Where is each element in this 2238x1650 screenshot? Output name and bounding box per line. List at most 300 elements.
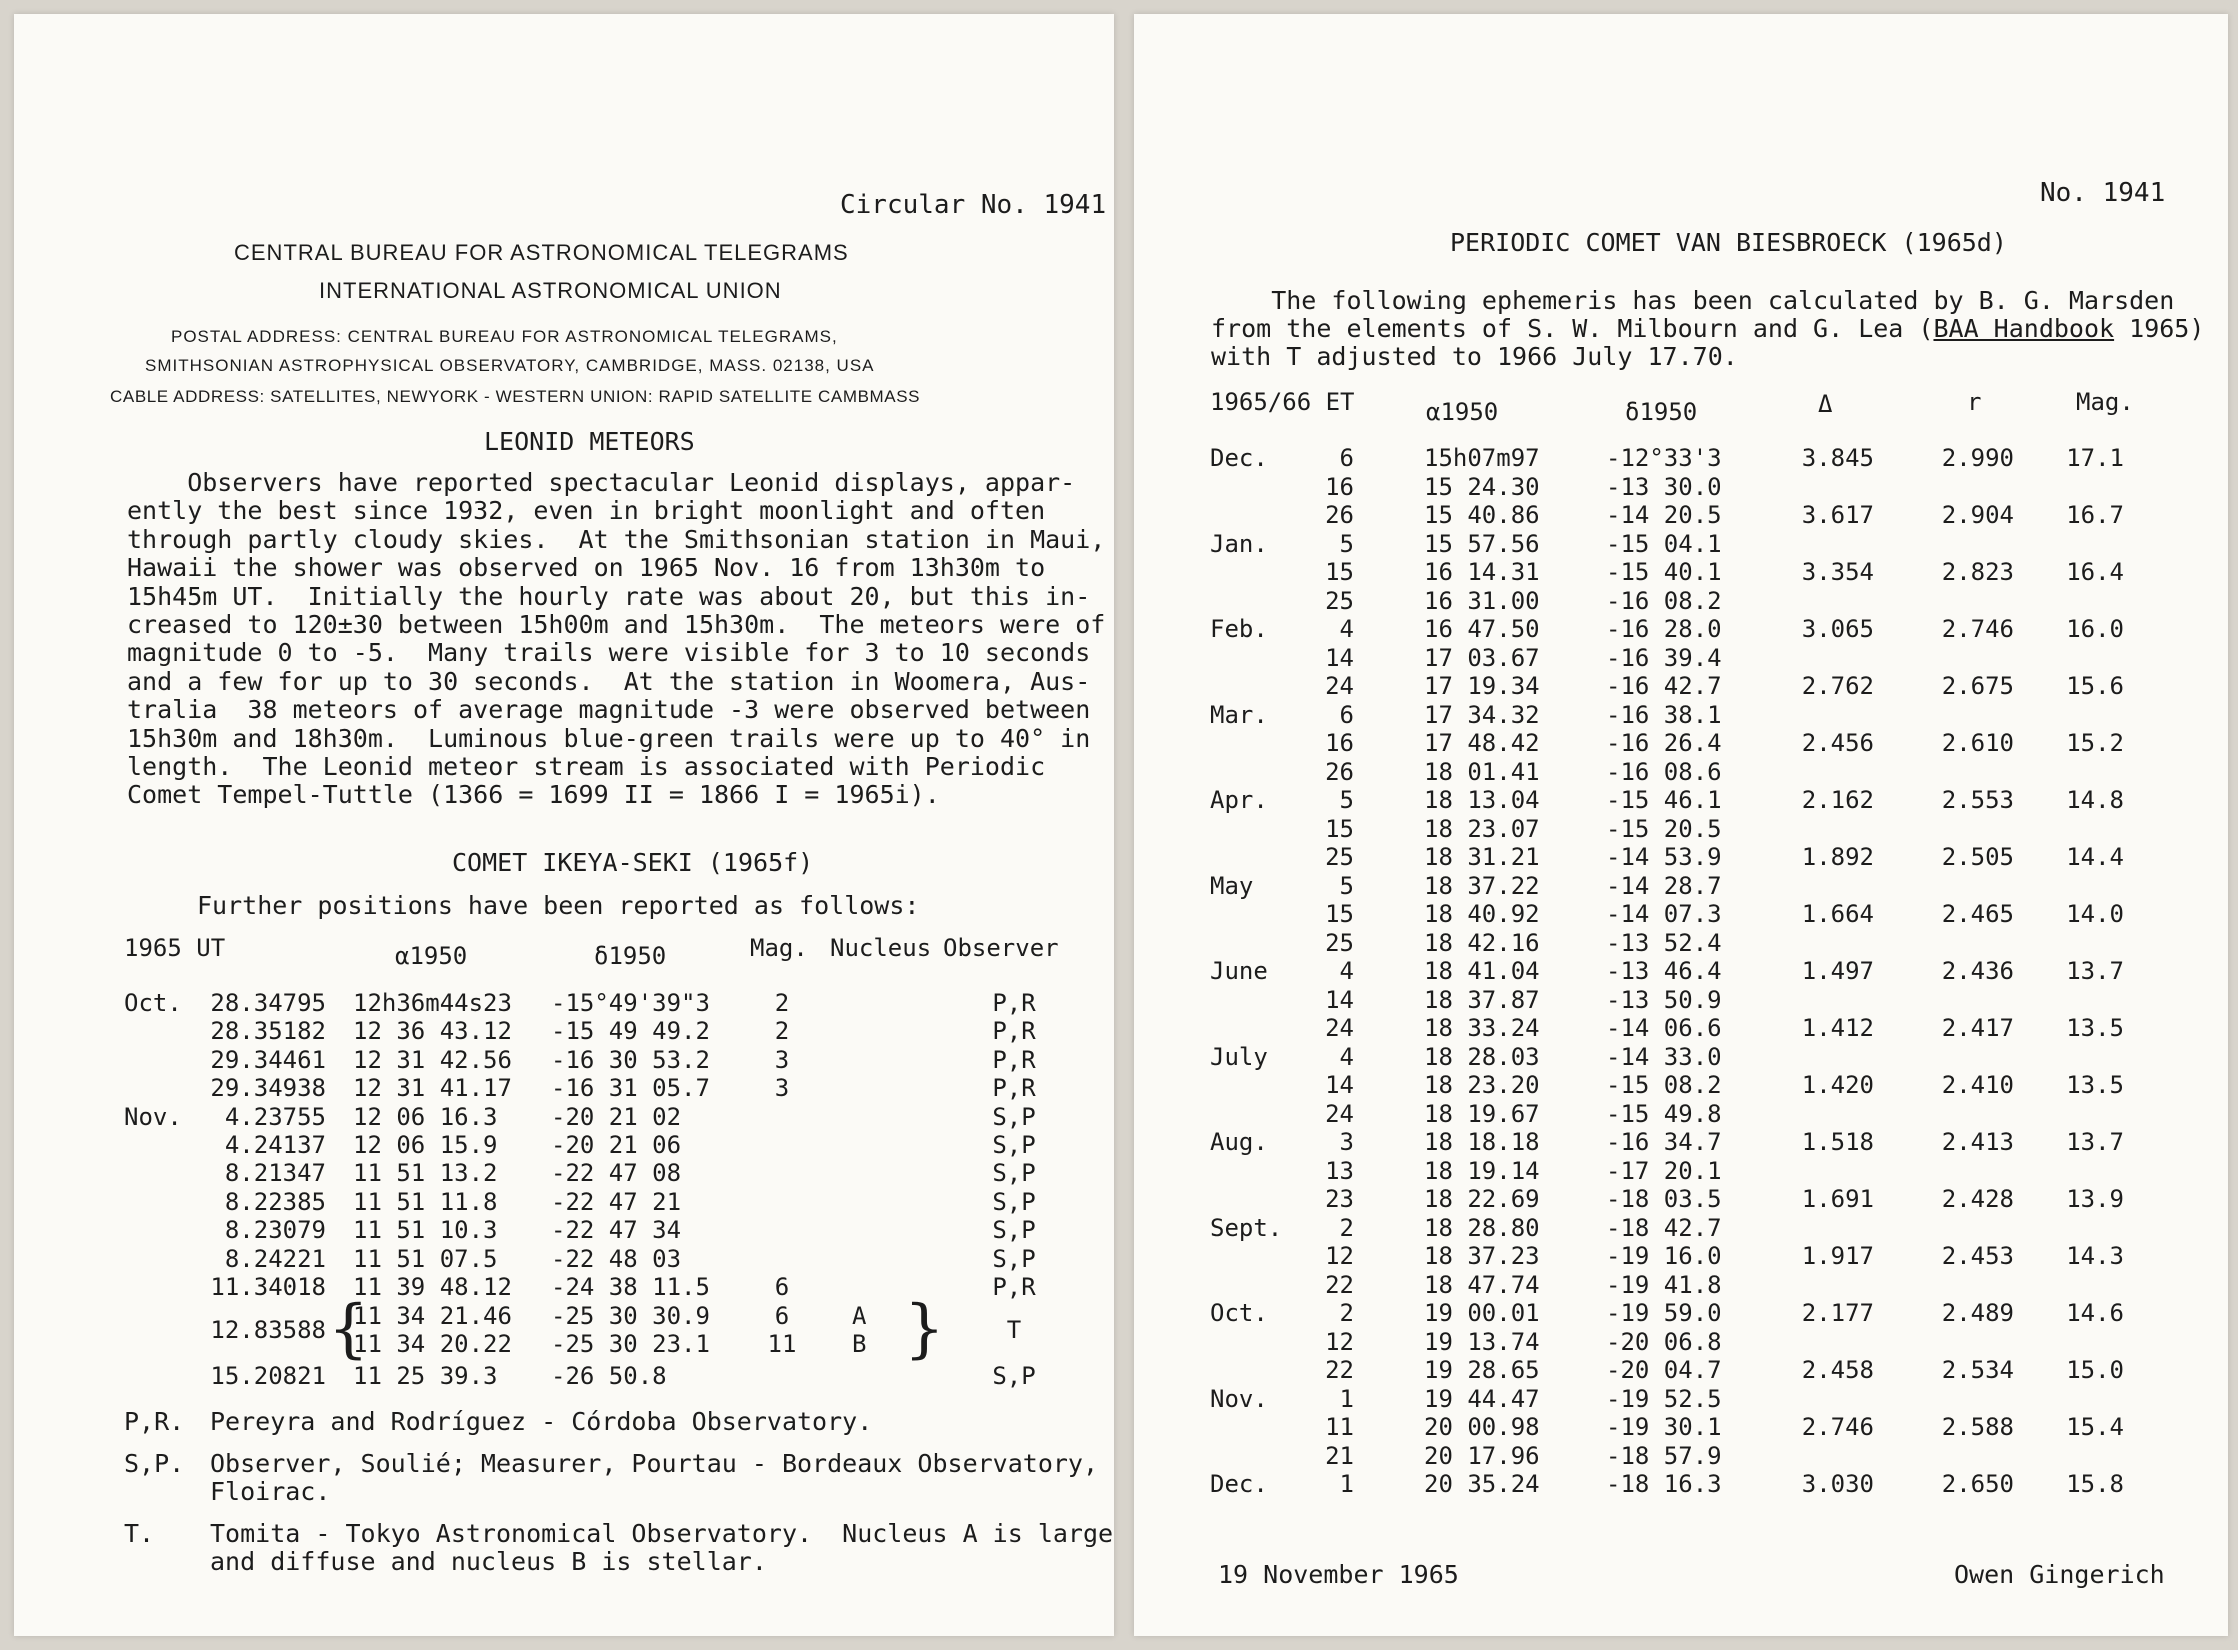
- ikeya-row-ra: 12 06 15.9: [353, 1131, 498, 1159]
- ikeya-row-observer: S,P: [992, 1131, 1036, 1159]
- eph-row-r: 2.436: [1941, 957, 2014, 985]
- eph-row-ra: 18 40.92: [1424, 900, 1540, 928]
- eph-row-ra: 15 24.30: [1424, 472, 1540, 501]
- col-header-delta: δ1950: [594, 942, 667, 970]
- eph-header-Delta: Δ: [1818, 390, 1833, 418]
- eph-row-month: Oct.: [1210, 1299, 1268, 1327]
- ikeya-row-ra: 12 31 41.17: [353, 1074, 512, 1103]
- eph-row-dec: -16 08.2: [1606, 586, 1722, 615]
- cable-address: CABLE ADDRESS: SATELLITES, NEWYORK - WESTERN UNION: RAPID SATELLITE CAMBMASS: [110, 387, 921, 406]
- last-row-date: 15.20821: [210, 1362, 326, 1390]
- eph-row-dec: -19 30.1: [1606, 1413, 1722, 1441]
- eph-row-mag: 15.0: [2066, 1356, 2124, 1384]
- eph-row-dec: -16 08.6: [1606, 757, 1722, 786]
- eph-row-Delta: 1.518: [1801, 1128, 1874, 1156]
- eph-row-day: 25: [1325, 843, 1354, 871]
- last-row-dec: -26 50.8: [551, 1362, 667, 1390]
- eph-row-ra: 18 18.18: [1424, 1128, 1540, 1156]
- ikeya-row-observer: S,P: [992, 1187, 1036, 1216]
- eph-row-dec: -15 04.1: [1606, 529, 1722, 558]
- eph-row-ra: 18 19.67: [1424, 1099, 1540, 1128]
- ikeya-row-observer: P,R: [992, 1074, 1036, 1103]
- eph-row-mag: 13.5: [2066, 1071, 2124, 1099]
- ikeya-row-observer: P,R: [992, 989, 1036, 1017]
- note-key: P,R.: [124, 1407, 185, 1436]
- eph-row-Delta: 1.420: [1801, 1071, 1874, 1099]
- right-page-ephemeris: [1134, 14, 2228, 1636]
- eph-row-dec: -18 16.3: [1606, 1470, 1722, 1498]
- eph-row-mag: 17.1: [2066, 444, 2124, 472]
- eph-row-day: 14: [1325, 985, 1354, 1014]
- eph-row-r: 2.610: [1941, 729, 2014, 757]
- ikeya-row-observer: S,P: [992, 1102, 1036, 1131]
- eph-header-date: 1965/66 ET: [1210, 388, 1355, 416]
- ikeya-row-mag: 2: [774, 989, 790, 1017]
- eph-row-Delta: 2.456: [1801, 729, 1874, 757]
- eph-row-month: Dec.: [1210, 1470, 1268, 1498]
- eph-row-r: 2.465: [1941, 900, 2014, 928]
- eph-row-dec: -15 46.1: [1606, 786, 1722, 814]
- split-row-dec-b: -25 30 23.1: [551, 1330, 710, 1358]
- split-row-nuc-a: A: [852, 1302, 867, 1330]
- eph-row-dec: -16 42.7: [1606, 672, 1722, 700]
- circular-number-right: No. 1941: [2040, 178, 2166, 208]
- postal-address-line1: POSTAL ADDRESS: CENTRAL BUREAU FOR ASTRONOMICAL TELEGRAMS,: [171, 327, 838, 346]
- eph-row-day: 16: [1325, 472, 1354, 501]
- eph-row-ra: 19 28.65: [1424, 1356, 1540, 1384]
- eph-row-r: 2.534: [1941, 1356, 2014, 1384]
- ikeya-row-dec: -20 21 02: [551, 1102, 682, 1131]
- eph-row-dec: -14 20.5: [1606, 501, 1722, 529]
- eph-row-ra: 16 31.00: [1424, 586, 1540, 615]
- ikeya-row-dec: -15°49'39"3: [551, 989, 710, 1017]
- eph-row-Delta: 2.162: [1801, 786, 1874, 814]
- baa-handbook-reference: BAA Handbook: [1933, 314, 2115, 343]
- ikeya-row-ra: 11 51 10.3: [353, 1216, 498, 1245]
- eph-row-day: 15: [1325, 558, 1354, 586]
- ikeya-row-dec: -16 30 53.2: [551, 1045, 710, 1074]
- eph-row-day: 13: [1325, 1156, 1354, 1185]
- eph-row-mag: 15.8: [2066, 1470, 2124, 1498]
- right-brace: }: [904, 1292, 945, 1366]
- eph-row-r: 2.588: [1941, 1413, 2014, 1441]
- eph-row-dec: -19 41.8: [1606, 1270, 1722, 1299]
- eph-row-r: 2.990: [1941, 444, 2014, 472]
- note-text: Pereyra and Rodríguez - Córdoba Observatory.: [210, 1407, 873, 1436]
- eph-row-month: Jan.: [1210, 529, 1268, 558]
- eph-row-day: 26: [1325, 757, 1354, 786]
- ikeya-row-dec: -24 38 11.5: [551, 1273, 710, 1301]
- leonid-line: magnitude 0 to -5. Many trails were visible for 3 to 10 seconds: [127, 638, 1091, 668]
- eph-row-r: 2.553: [1941, 786, 2014, 814]
- author-signature: Owen Gingerich: [1954, 1560, 2165, 1589]
- eph-row-dec: -16 38.1: [1606, 700, 1722, 729]
- eph-row-day: 3: [1339, 1128, 1354, 1156]
- intro-line-2: [1211, 315, 2204, 343]
- split-row-ra-a: 11 34 21.46: [353, 1302, 512, 1330]
- eph-row-day: 4: [1339, 957, 1354, 985]
- eph-row-ra: 16 47.50: [1424, 615, 1540, 643]
- ikeya-intro: Further positions have been reported as follows:: [197, 891, 920, 920]
- ikeya-row-mag: 3: [774, 1045, 790, 1074]
- eph-row-day: 14: [1325, 1071, 1354, 1099]
- eph-header-alpha: α1950: [1426, 398, 1499, 426]
- leonid-line: 15h45m UT. Initially the hourly rate was about 20, but this in-: [127, 581, 1091, 611]
- eph-row-dec: -13 50.9: [1606, 985, 1722, 1014]
- eph-row-Delta: 2.458: [1801, 1356, 1874, 1384]
- ikeya-row-observer: P,R: [992, 1273, 1036, 1301]
- eph-row-ra: 18 23.07: [1424, 814, 1540, 843]
- eph-row-month: June: [1210, 957, 1268, 985]
- eph-row-dec: -13 52.4: [1606, 928, 1722, 957]
- ikeya-row-date: 29.34461: [210, 1045, 326, 1074]
- eph-row-day: 12: [1325, 1327, 1354, 1356]
- eph-row-mag: 13.9: [2066, 1185, 2124, 1213]
- eph-row-dec: -18 42.7: [1606, 1213, 1722, 1242]
- eph-row-day: 23: [1325, 1185, 1354, 1213]
- leonid-title: LEONID METEORS: [484, 427, 695, 456]
- eph-row-r: 2.489: [1941, 1299, 2014, 1327]
- ikeya-row-observer: P,R: [992, 1045, 1036, 1074]
- ikeya-row-ra: 11 39 48.12: [353, 1273, 512, 1301]
- eph-row-day: 15: [1325, 814, 1354, 843]
- eph-row-Delta: 3.030: [1801, 1470, 1874, 1498]
- eph-row-r: 2.650: [1941, 1470, 2014, 1498]
- eph-row-ra: 15 40.86: [1424, 501, 1540, 529]
- ikeya-row-ra: 12 31 42.56: [353, 1045, 512, 1074]
- eph-row-day: 5: [1339, 786, 1354, 814]
- note-text: Floirac.: [210, 1477, 331, 1507]
- eph-row-Delta: 2.746: [1801, 1413, 1874, 1441]
- ikeya-row-date: 8.21347: [224, 1159, 326, 1188]
- eph-row-ra: 20 17.96: [1424, 1441, 1540, 1470]
- eph-row-day: 24: [1325, 1014, 1354, 1042]
- eph-row-day: 11: [1325, 1413, 1354, 1441]
- split-row-mag-b: 11: [767, 1330, 797, 1358]
- eph-row-month: Aug.: [1210, 1128, 1268, 1156]
- eph-row-r: 2.413: [1941, 1128, 2014, 1156]
- note-text: Tomita - Tokyo Astronomical Observatory. Nucleus A is large: [210, 1519, 1114, 1548]
- note-text: Observer, Soulié; Measurer, Pourtau - Bordeaux Observatory,: [210, 1449, 1099, 1478]
- eph-row-ra: 18 13.04: [1424, 786, 1540, 814]
- ikeya-row-mag: 2: [774, 1017, 790, 1046]
- eph-row-month: May: [1210, 871, 1254, 900]
- eph-row-r: 2.505: [1941, 843, 2014, 871]
- col-header-nucleus: Nucleus: [830, 934, 932, 962]
- eph-row-ra: 18 33.24: [1424, 1014, 1540, 1042]
- ikeya-row-date: 8.23079: [224, 1216, 326, 1245]
- eph-row-dec: -16 34.7: [1606, 1128, 1722, 1156]
- eph-row-dec: -12°33'3: [1606, 444, 1722, 472]
- eph-row-dec: -14 33.0: [1606, 1042, 1722, 1071]
- ikeya-row-observer: P,R: [992, 1017, 1036, 1046]
- eph-row-month: Nov.: [1210, 1384, 1268, 1413]
- ikeya-row-observer: S,P: [992, 1159, 1036, 1188]
- leonid-line: through partly cloudy skies. At the Smithsonian station in Maui,: [127, 524, 1106, 554]
- eph-header-delta: δ1950: [1625, 398, 1698, 426]
- note-key: T.: [124, 1519, 155, 1548]
- eph-row-day: 6: [1339, 444, 1354, 472]
- eph-row-dec: -15 08.2: [1606, 1071, 1722, 1099]
- split-row-ra-b: 11 34 20.22: [353, 1330, 512, 1358]
- ikeya-row-date: 8.22385: [224, 1187, 326, 1216]
- postal-address-line2: SMITHSONIAN ASTROPHYSICAL OBSERVATORY, CAMBRIDGE, MASS. 02138, USA: [145, 356, 875, 375]
- eph-row-Delta: 1.412: [1801, 1014, 1874, 1042]
- eph-row-month: Feb.: [1210, 615, 1268, 643]
- eph-row-dec: -20 06.8: [1606, 1327, 1722, 1356]
- eph-row-r: 2.428: [1941, 1185, 2014, 1213]
- eph-row-dec: -16 26.4: [1606, 729, 1722, 757]
- col-header-mag: Mag.: [750, 934, 808, 962]
- ikeya-title: COMET IKEYA-SEKI (1965f): [452, 848, 814, 877]
- ikeya-row-mag: 6: [774, 1273, 790, 1301]
- eph-row-Delta: 1.691: [1801, 1185, 1874, 1213]
- eph-row-ra: 18 47.74: [1424, 1270, 1540, 1299]
- leonid-line: length. The Leonid meteor stream is associated with Periodic: [127, 752, 1046, 781]
- eph-row-ra: 18 28.03: [1424, 1042, 1540, 1071]
- eph-row-ra: 18 37.87: [1424, 985, 1540, 1014]
- ikeya-row-dec: -22 47 21: [551, 1187, 682, 1216]
- ikeya-row-date: 29.34938: [210, 1074, 326, 1103]
- leonid-line: creased to 120±30 between 15h00m and 15h30m. The meteors were of: [127, 610, 1106, 639]
- eph-row-ra: 18 19.14: [1424, 1156, 1540, 1185]
- eph-row-mag: 13.7: [2066, 957, 2124, 985]
- eph-row-ra: 16 14.31: [1424, 558, 1540, 586]
- eph-row-mag: 15.2: [2066, 729, 2124, 757]
- eph-row-dec: -13 30.0: [1606, 472, 1722, 501]
- leonid-line: Hawaii the shower was observed on 1965 Nov. 16 from 13h30m to: [127, 553, 1046, 583]
- eph-row-dec: -15 20.5: [1606, 814, 1722, 843]
- eph-row-ra: 18 31.21: [1424, 843, 1540, 871]
- circular-number: Circular No. 1941: [840, 190, 1107, 220]
- leonid-line: Comet Tempel-Tuttle (1366 = 1699 II = 1866 I = 1965i).: [127, 780, 940, 810]
- eph-row-dec: -17 20.1: [1606, 1156, 1722, 1185]
- eph-row-Delta: 3.354: [1801, 558, 1874, 586]
- eph-row-ra: 18 41.04: [1424, 957, 1540, 985]
- eph-row-r: 2.410: [1941, 1071, 2014, 1099]
- eph-row-day: 2: [1339, 1299, 1354, 1327]
- intro-text-post: 1965): [2114, 314, 2205, 343]
- eph-row-mag: 15.4: [2066, 1413, 2124, 1441]
- eph-row-mag: 14.3: [2066, 1242, 2124, 1270]
- eph-row-ra: 18 28.80: [1424, 1213, 1540, 1242]
- eph-row-day: 12: [1325, 1242, 1354, 1270]
- circular-date: 19 November 1965: [1218, 1560, 1459, 1589]
- ikeya-row-ra: 11 51 13.2: [353, 1159, 498, 1188]
- left-brace: {: [328, 1292, 369, 1366]
- ikeya-row-date: 8.24221: [224, 1244, 326, 1273]
- eph-row-month: Dec.: [1210, 444, 1268, 472]
- leonid-line: 15h30m and 18h30m. Luminous blue-green trails were up to 40° in: [127, 723, 1091, 753]
- eph-row-day: 4: [1339, 1042, 1354, 1071]
- eph-row-ra: 17 19.34: [1424, 672, 1540, 700]
- eph-row-ra: 19 13.74: [1424, 1327, 1540, 1356]
- ikeya-row-month: Nov.: [124, 1102, 182, 1131]
- eph-row-mag: 14.6: [2066, 1299, 2124, 1327]
- eph-row-day: 26: [1325, 501, 1354, 529]
- ikeya-row-ra: 12 36 43.12: [353, 1017, 512, 1046]
- split-row-date: 12.83588: [210, 1316, 326, 1344]
- eph-row-dec: -18 03.5: [1606, 1185, 1722, 1213]
- eph-row-r: 2.417: [1941, 1014, 2014, 1042]
- ikeya-row-dec: -22 47 34: [551, 1216, 682, 1245]
- note-key: S,P.: [124, 1449, 185, 1478]
- ikeya-row-date: 4.24137: [224, 1131, 326, 1159]
- eph-row-day: 5: [1339, 529, 1354, 558]
- eph-row-Delta: 2.762: [1801, 672, 1874, 700]
- eph-row-mag: 14.4: [2066, 843, 2124, 871]
- split-row-nuc-b: B: [852, 1330, 867, 1358]
- ikeya-row-date: 28.34795: [210, 989, 326, 1017]
- eph-row-month: Sept.: [1210, 1213, 1283, 1242]
- eph-row-month: Mar.: [1210, 700, 1268, 729]
- ephemeris-title: PERIODIC COMET VAN BIESBROECK (1965d): [1450, 228, 2007, 257]
- eph-row-day: 4: [1339, 615, 1354, 643]
- eph-row-dec: -14 07.3: [1606, 900, 1722, 928]
- eph-row-ra: 18 37.22: [1424, 871, 1540, 900]
- leonid-line: tralia 38 meteors of average magnitude -3 were observed between: [127, 695, 1091, 725]
- col-header-alpha: α1950: [395, 942, 468, 970]
- ikeya-row-month: Oct.: [124, 989, 182, 1017]
- eph-row-Delta: 1.497: [1801, 957, 1874, 985]
- eph-row-mag: 14.8: [2066, 786, 2124, 814]
- eph-row-month: Apr.: [1210, 786, 1268, 814]
- eph-row-ra: 15 57.56: [1424, 529, 1540, 558]
- eph-row-day: 22: [1325, 1270, 1354, 1299]
- eph-row-dec: -16 39.4: [1606, 643, 1722, 672]
- eph-row-day: 14: [1325, 643, 1354, 672]
- eph-row-ra: 18 01.41: [1424, 757, 1540, 786]
- eph-row-dec: -18 57.9: [1606, 1441, 1722, 1470]
- eph-row-ra: 17 48.42: [1424, 729, 1540, 757]
- ikeya-row-mag: 3: [774, 1074, 790, 1103]
- note-text: and diffuse and nucleus B is stellar.: [210, 1547, 767, 1577]
- eph-row-mag: 16.7: [2066, 501, 2124, 529]
- eph-row-month: July: [1210, 1042, 1268, 1071]
- eph-row-dec: -15 49.8: [1606, 1099, 1722, 1128]
- eph-row-Delta: 1.892: [1801, 843, 1874, 871]
- ikeya-row-ra: 11 51 07.5: [353, 1244, 498, 1273]
- split-row-mag-a: 6: [774, 1302, 790, 1330]
- ikeya-row-dec: -22 47 08: [551, 1159, 682, 1188]
- eph-row-ra: 17 03.67: [1424, 643, 1540, 672]
- eph-row-dec: -19 16.0: [1606, 1242, 1722, 1270]
- leonid-line: and a few for up to 30 seconds. At the station in Woomera, Aus-: [127, 666, 1091, 696]
- eph-row-day: 22: [1325, 1356, 1354, 1384]
- eph-row-dec: -16 28.0: [1606, 615, 1722, 643]
- eph-row-r: 2.675: [1941, 672, 2014, 700]
- eph-row-day: 1: [1339, 1470, 1354, 1498]
- eph-row-ra: 18 42.16: [1424, 928, 1540, 957]
- intro-line-3: with T adjusted to 1966 July 17.70.: [1211, 342, 1738, 371]
- ikeya-row-ra: 12h36m44s23: [353, 989, 512, 1017]
- ikeya-row-ra: 12 06 16.3: [353, 1102, 498, 1131]
- split-row-dec-a: -25 30 30.9: [551, 1302, 710, 1330]
- eph-row-ra: 18 22.69: [1424, 1185, 1540, 1213]
- eph-row-dec: -14 53.9: [1606, 843, 1722, 871]
- eph-row-mag: 16.4: [2066, 558, 2124, 586]
- ikeya-row-dec: -16 31 05.7: [551, 1074, 710, 1103]
- col-header-date: 1965 UT: [124, 934, 226, 962]
- eph-row-dec: -14 06.6: [1606, 1014, 1722, 1042]
- eph-row-mag: 13.5: [2066, 1014, 2124, 1042]
- eph-row-day: 5: [1339, 871, 1354, 900]
- eph-row-dec: -19 59.0: [1606, 1299, 1722, 1327]
- eph-row-ra: 20 35.24: [1424, 1470, 1540, 1498]
- eph-row-Delta: 2.177: [1801, 1299, 1874, 1327]
- eph-row-dec: -15 40.1: [1606, 558, 1722, 586]
- eph-row-r: 2.453: [1941, 1242, 2014, 1270]
- eph-row-mag: 14.0: [2066, 900, 2124, 928]
- intro-line-1: The following ephemeris has been calculated by B. G. Marsden: [1211, 286, 2175, 315]
- ikeya-row-date: 11.34018: [210, 1273, 326, 1301]
- union-header: INTERNATIONAL ASTRONOMICAL UNION: [319, 278, 782, 303]
- eph-row-dec: -14 28.7: [1606, 871, 1722, 900]
- ikeya-row-observer: S,P: [992, 1216, 1036, 1245]
- eph-row-r: 2.823: [1941, 558, 2014, 586]
- ikeya-row-date: 28.35182: [210, 1017, 326, 1046]
- eph-row-dec: -20 04.7: [1606, 1356, 1722, 1384]
- eph-row-mag: 16.0: [2066, 615, 2124, 643]
- ikeya-row-ra: 11 51 11.8: [353, 1187, 498, 1216]
- eph-row-mag: 13.7: [2066, 1128, 2124, 1156]
- eph-row-day: 1: [1339, 1384, 1354, 1413]
- eph-row-Delta: 3.845: [1801, 444, 1874, 472]
- eph-row-day: 24: [1325, 672, 1354, 700]
- eph-row-Delta: 3.065: [1801, 615, 1874, 643]
- eph-row-mag: 15.6: [2066, 672, 2124, 700]
- intro-text-pre: from the elements of S. W. Milbourn and G. Lea (: [1211, 314, 1934, 343]
- ikeya-row-date: 4.23755: [224, 1102, 326, 1131]
- eph-row-day: 25: [1325, 586, 1354, 615]
- eph-row-day: 16: [1325, 729, 1354, 757]
- left-page-circular: [14, 14, 1114, 1636]
- eph-row-ra: 19 44.47: [1424, 1384, 1540, 1413]
- split-row-observer: T: [1006, 1316, 1022, 1344]
- last-row-observer: S,P: [992, 1362, 1036, 1390]
- eph-header-mag: Mag.: [2076, 388, 2134, 416]
- eph-row-day: 24: [1325, 1099, 1354, 1128]
- leonid-line: ently the best since 1932, even in bright moonlight and often: [127, 496, 1046, 526]
- eph-header-r: r: [1967, 388, 1982, 416]
- ikeya-row-dec: -15 49 49.2: [551, 1017, 710, 1046]
- eph-row-r: 2.746: [1941, 615, 2014, 643]
- eph-row-dec: -13 46.4: [1606, 957, 1722, 985]
- eph-row-r: 2.904: [1941, 501, 2014, 529]
- eph-row-ra: 19 00.01: [1424, 1299, 1540, 1327]
- eph-row-day: 25: [1325, 928, 1354, 957]
- eph-row-Delta: 1.917: [1801, 1242, 1874, 1270]
- eph-row-day: 2: [1339, 1213, 1354, 1242]
- ikeya-row-observer: S,P: [992, 1244, 1036, 1273]
- ikeya-row-dec: -22 48 03: [551, 1244, 682, 1273]
- eph-row-dec: -19 52.5: [1606, 1384, 1722, 1413]
- eph-row-day: 15: [1325, 900, 1354, 928]
- leonid-line: Observers have reported spectacular Leonid displays, appar-: [127, 468, 1076, 497]
- bureau-header: CENTRAL BUREAU FOR ASTRONOMICAL TELEGRAMS: [234, 240, 849, 265]
- eph-row-ra: 17 34.32: [1424, 700, 1540, 729]
- eph-row-ra: 20 00.98: [1424, 1413, 1540, 1441]
- last-row-ra: 11 25 39.3: [353, 1362, 498, 1390]
- ikeya-row-dec: -20 21 06: [551, 1131, 682, 1159]
- eph-row-ra: 18 23.20: [1424, 1071, 1540, 1099]
- eph-row-day: 6: [1339, 700, 1354, 729]
- eph-row-Delta: 1.664: [1801, 900, 1874, 928]
- col-header-observer: Observer: [943, 934, 1059, 962]
- eph-row-day: 21: [1325, 1441, 1354, 1470]
- eph-row-ra: 15h07m97: [1424, 444, 1540, 472]
- eph-row-ra: 18 37.23: [1424, 1242, 1540, 1270]
